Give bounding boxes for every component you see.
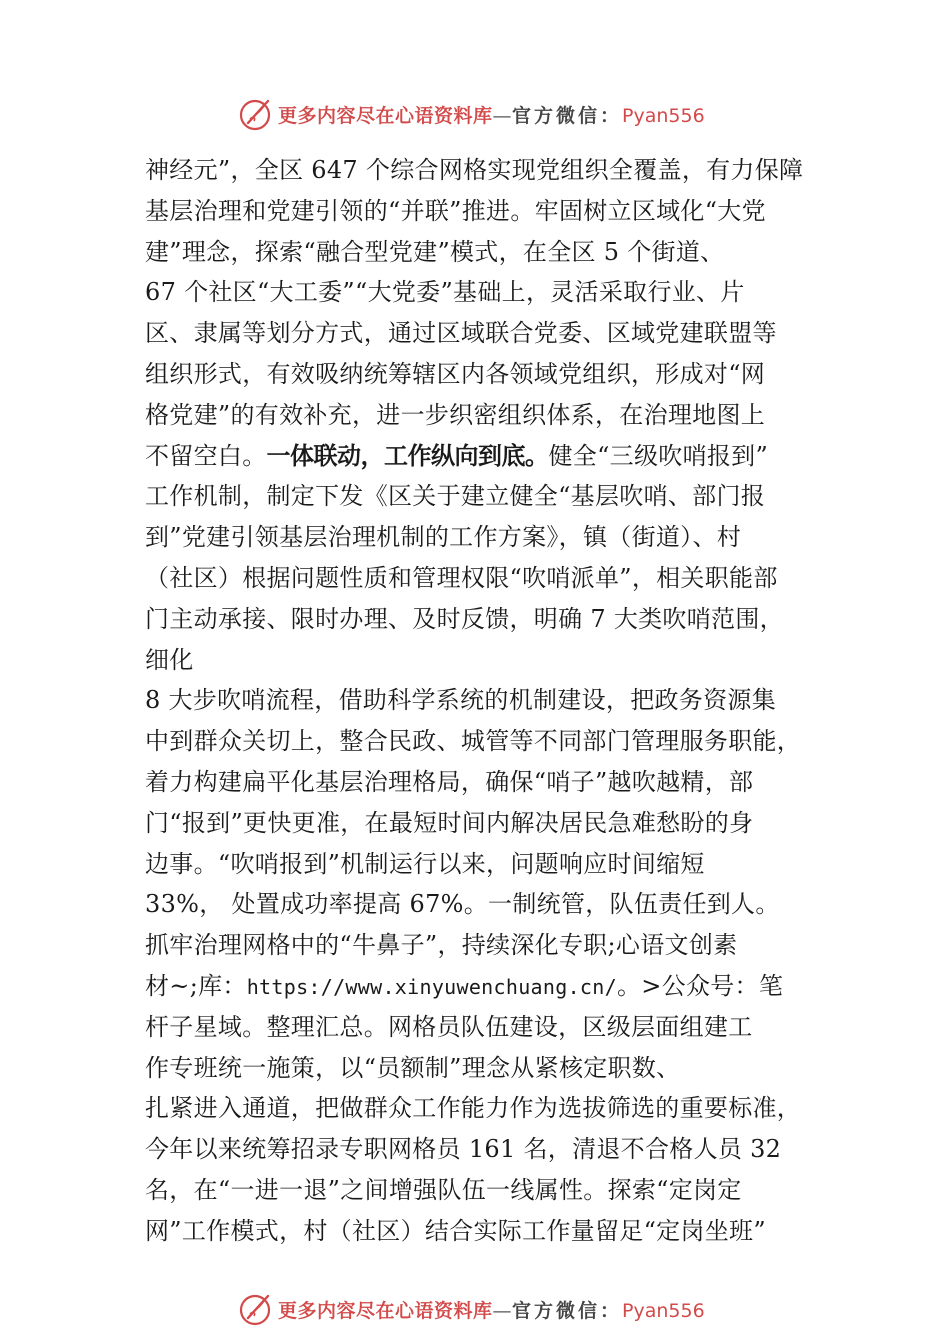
body-line: 抓牢治理网格中的“牛鼻子”，持续深化专职;心语文创素	[145, 931, 738, 960]
body-line: 基层治理和党建引领的“并联”推进。牢固树立区域化“大党	[145, 196, 766, 225]
footer-text	[278, 1296, 705, 1323]
body-line: 到”党建引领基层治理机制的工作方案》，镇（街道）、村	[145, 523, 742, 552]
footer-dash: —	[492, 1299, 513, 1322]
body-text: 不留空白。	[145, 441, 267, 470]
body-line: 扎紧进入通道，把做群众工作能力作为选拔筛选的重要标准，	[145, 1094, 802, 1123]
body-line: 建”理念，探索“融合型党建”模式，在全区 5 个街道、	[145, 237, 725, 266]
body-line: 神经元”，全区 647 个综合网格实现党组织全覆盖，有力保障	[145, 156, 804, 184]
header-dash: —	[492, 104, 513, 127]
body-line: 8 大步吹哨流程，借助科学系统的机制建设，把政务资源集	[145, 686, 776, 715]
body-line-with-heading	[145, 436, 815, 477]
footer-official-label: 官方微信：	[512, 1299, 623, 1322]
footer-banner	[238, 1290, 758, 1328]
body-line: 杆子星域。整理汇总。网格员队伍建设，区级层面组建工	[145, 1012, 753, 1041]
body-line: 门主动承接、限时办理、及时反馈，明确 7 大类吹哨范围，	[145, 604, 784, 633]
header-site-text: 更多内容尽在心语资料库	[278, 104, 493, 127]
website-url: https://www.xinyuwenchuang.cn/	[246, 974, 617, 999]
body-line: 工作机制，制定下发《区关于建立健全“基层吹哨、部门报	[145, 482, 766, 511]
body-line: 格党建”的有效补充，进一步织密组织体系，在治理地图上	[145, 400, 766, 429]
document-body	[145, 150, 815, 1252]
header-official-label: 官方微信：	[512, 104, 623, 127]
body-line: 作专班统一施策，以“员额制”理念从紧核定职数、	[145, 1053, 681, 1082]
quill-logo-icon	[238, 96, 274, 132]
body-line: 中到群众关切上，整合民政、城管等不同部门管理服务职能，	[145, 727, 802, 756]
body-text: 。>公众号：笔	[616, 971, 784, 1000]
body-line: 名，在“一进一退”之间增强队伍一线属性。探索“定岗定	[145, 1175, 742, 1204]
body-line: 组织形式，有效吸纳统筹辖区内各领域党组织，形成对“网	[145, 359, 766, 388]
body-line: 33%， 处置成功率提高 67%。一制统管，队伍责任到人。	[145, 890, 780, 919]
footer-wechat-id: Pyan556	[622, 1299, 705, 1322]
footer-site-text: 更多内容尽在心语资料库	[278, 1299, 493, 1322]
body-line: 细化	[145, 645, 194, 674]
body-line: （社区）根据问题性质和管理权限“吹哨派单”，相关职能部	[145, 563, 778, 592]
header-wechat-id: Pyan556	[622, 104, 705, 127]
body-line: 网”工作模式，村（社区）结合实际工作量留足“定岗坐班”	[145, 1216, 766, 1245]
header-text	[278, 101, 705, 128]
body-text: 材~;库：	[145, 971, 247, 1000]
body-line-with-url	[145, 966, 815, 1007]
header-banner	[238, 95, 758, 133]
body-line: 着力构建扁平化基层治理格局，确保“哨子”越吹越精，部	[145, 767, 754, 796]
quill-logo-icon	[238, 1291, 274, 1327]
body-line: 67 个社区“大工委”“大党委”基础上，灵活采取行业、片	[145, 278, 745, 307]
body-line: 边事。“吹哨报到”机制运行以来，问题响应时间缩短	[145, 849, 705, 878]
body-line: 今年以来统筹招录专职网格员 161 名，清退不合格人员 32	[145, 1135, 782, 1164]
body-line: 门“报到”更快更准，在最短时间内解决居民急难愁盼的身	[145, 808, 754, 837]
bold-heading: 一体联动，工作纵向到底。	[266, 441, 549, 470]
body-text: 健全“三级吹哨报到”	[548, 441, 769, 470]
body-line: 区、隶属等划分方式，通过区域联合党委、区域党建联盟等	[145, 319, 777, 348]
